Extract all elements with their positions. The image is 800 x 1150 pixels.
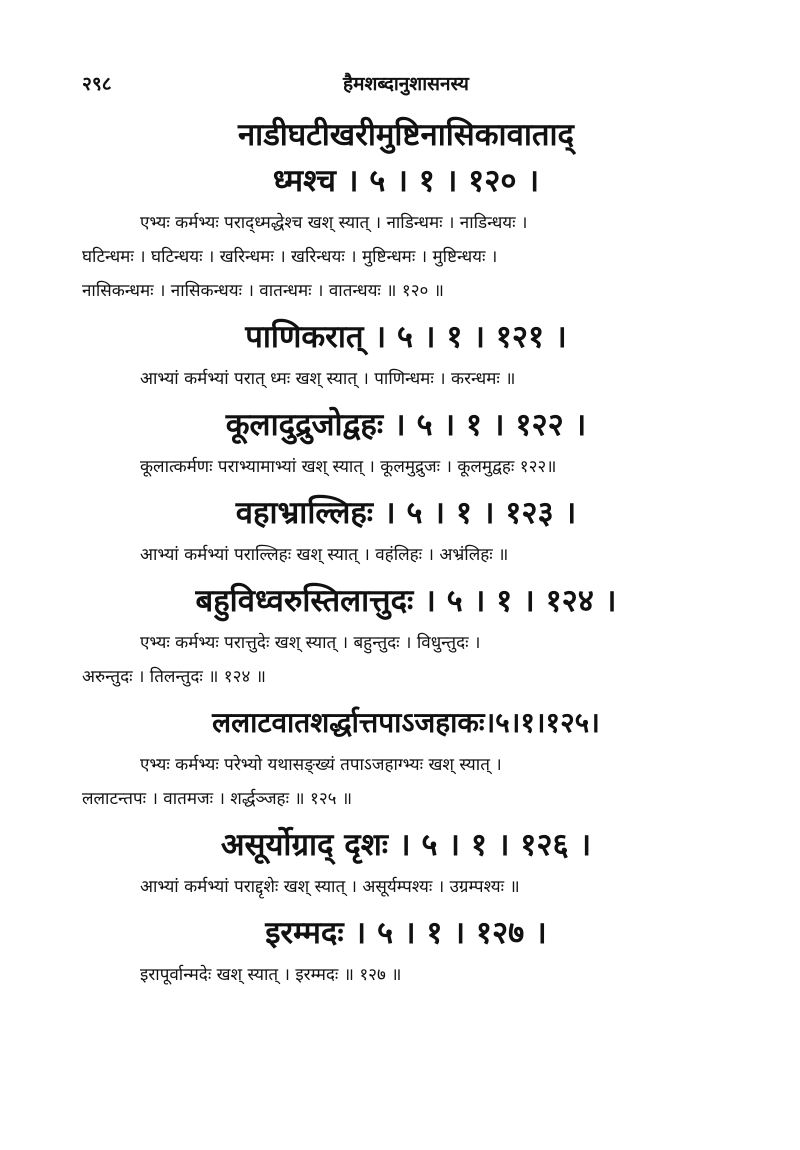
- sutra-heading: वहाभ्राल्लिहः । ५ । १ । १२३ ।: [235, 495, 577, 531]
- commentary: [82, 626, 730, 694]
- sutra-heading: कूलादुद्रुजोद्वहः । ५ । १ । १२२ ।: [225, 407, 587, 443]
- commentary: [82, 206, 730, 308]
- sutra-block-121: [82, 314, 730, 396]
- sutra-heading: असूर्योग्राद् दृशः । ५ । १ । १२६ ।: [220, 827, 592, 863]
- sutra-block-124: [82, 578, 730, 694]
- commentary: [82, 450, 730, 484]
- sutra-block-122: [82, 402, 730, 484]
- sutra-block-120: [82, 112, 730, 308]
- commentary-line: घटिन्धमः । घटिन्धयः । खरिन्धमः । खरिन्धयः । मुष्टिन्धमः । मुष्टिन्धयः ।: [82, 247, 498, 267]
- commentary-line: कूलात्कर्मणः पराभ्यामाभ्यां खश् स्यात् । कूलमुद्रुजः । कूलमुद्वहः १२२॥: [140, 457, 557, 477]
- page-header: [82, 70, 730, 100]
- sutra-block-125: [82, 700, 730, 816]
- sutra-heading: इरम्मदः । ५ । १ । १२७ ।: [265, 915, 547, 951]
- running-title: हैमशब्दानुशासनस्य: [343, 73, 469, 95]
- commentary-line: नासिकन्धमः । नासिकन्धयः । वातन्धमः । वातन्धयः ॥ १२० ॥: [82, 281, 444, 301]
- commentary-line: एभ्यः कर्मभ्यः परेभ्यो यथासङ्ख्यं तपाऽजहाग्भ्यः खश् स्यात् ।: [140, 755, 502, 775]
- commentary-line: आभ्यां कर्मभ्यां पराल्लिहः खश् स्यात् । वहंलिहः । अभ्रंलिहः ॥: [140, 545, 509, 565]
- commentary-line: ललाटन्तपः । वातमजः । शर्द्धञ्जहः ॥ १२५ ॥: [82, 789, 353, 809]
- commentary: [82, 538, 730, 572]
- commentary-line: एभ्यः कर्मभ्यः पराद्ध्मद्धेश्च खश् स्यात् । नाडिन्धमः । नाडिन्धयः ।: [140, 213, 528, 233]
- sutra-heading: पाणिकरात् । ५ । १ । १२१ ।: [245, 319, 567, 355]
- commentary: [82, 748, 730, 816]
- commentary-line: अरुन्तुदः । तिलन्तुदः ॥ १२४ ॥: [82, 667, 266, 687]
- commentary-line: एभ्यः कर्मभ्यः परात्तुदेः खश् स्यात् । बहुन्तुदः । विधुन्तुदः ।: [140, 633, 481, 653]
- commentary-line: आभ्यां कर्मभ्यां पराद्दृशेः खश् स्यात् । असूर्यम्पश्यः । उग्रम्पश्यः ॥: [140, 877, 520, 897]
- sutra-block-126: [82, 822, 730, 904]
- sutra-heading: ध्मश्च । ५ । १ । १२० ।: [272, 163, 540, 199]
- sutra-heading: बहुविध्वरुस्तिलात्तुदः । ५ । १ । १२४ ।: [195, 583, 617, 619]
- page-content: [82, 112, 730, 998]
- commentary: [82, 362, 730, 396]
- sutra-heading: ललाटवातशर्द्धात्तपाऽजहाकः।५।१।१२५।: [212, 706, 600, 739]
- page-number: २९८: [82, 73, 112, 95]
- commentary: [82, 870, 730, 904]
- sutra-block-127: [82, 910, 730, 992]
- sutra-heading: नाडीघटीखरीमुष्टिनासिकावाताद्: [237, 117, 575, 153]
- commentary-line: आभ्यां कर्मभ्यां परात् ध्मः खश् स्यात् । पाणिन्धमः । करन्धमः ॥: [140, 369, 516, 389]
- sutra-block-123: [82, 490, 730, 572]
- commentary-line: इरापूर्वान्मदेः खश् स्यात् । इरम्मदः ॥ १२७ ॥: [140, 965, 402, 985]
- commentary: [82, 958, 730, 992]
